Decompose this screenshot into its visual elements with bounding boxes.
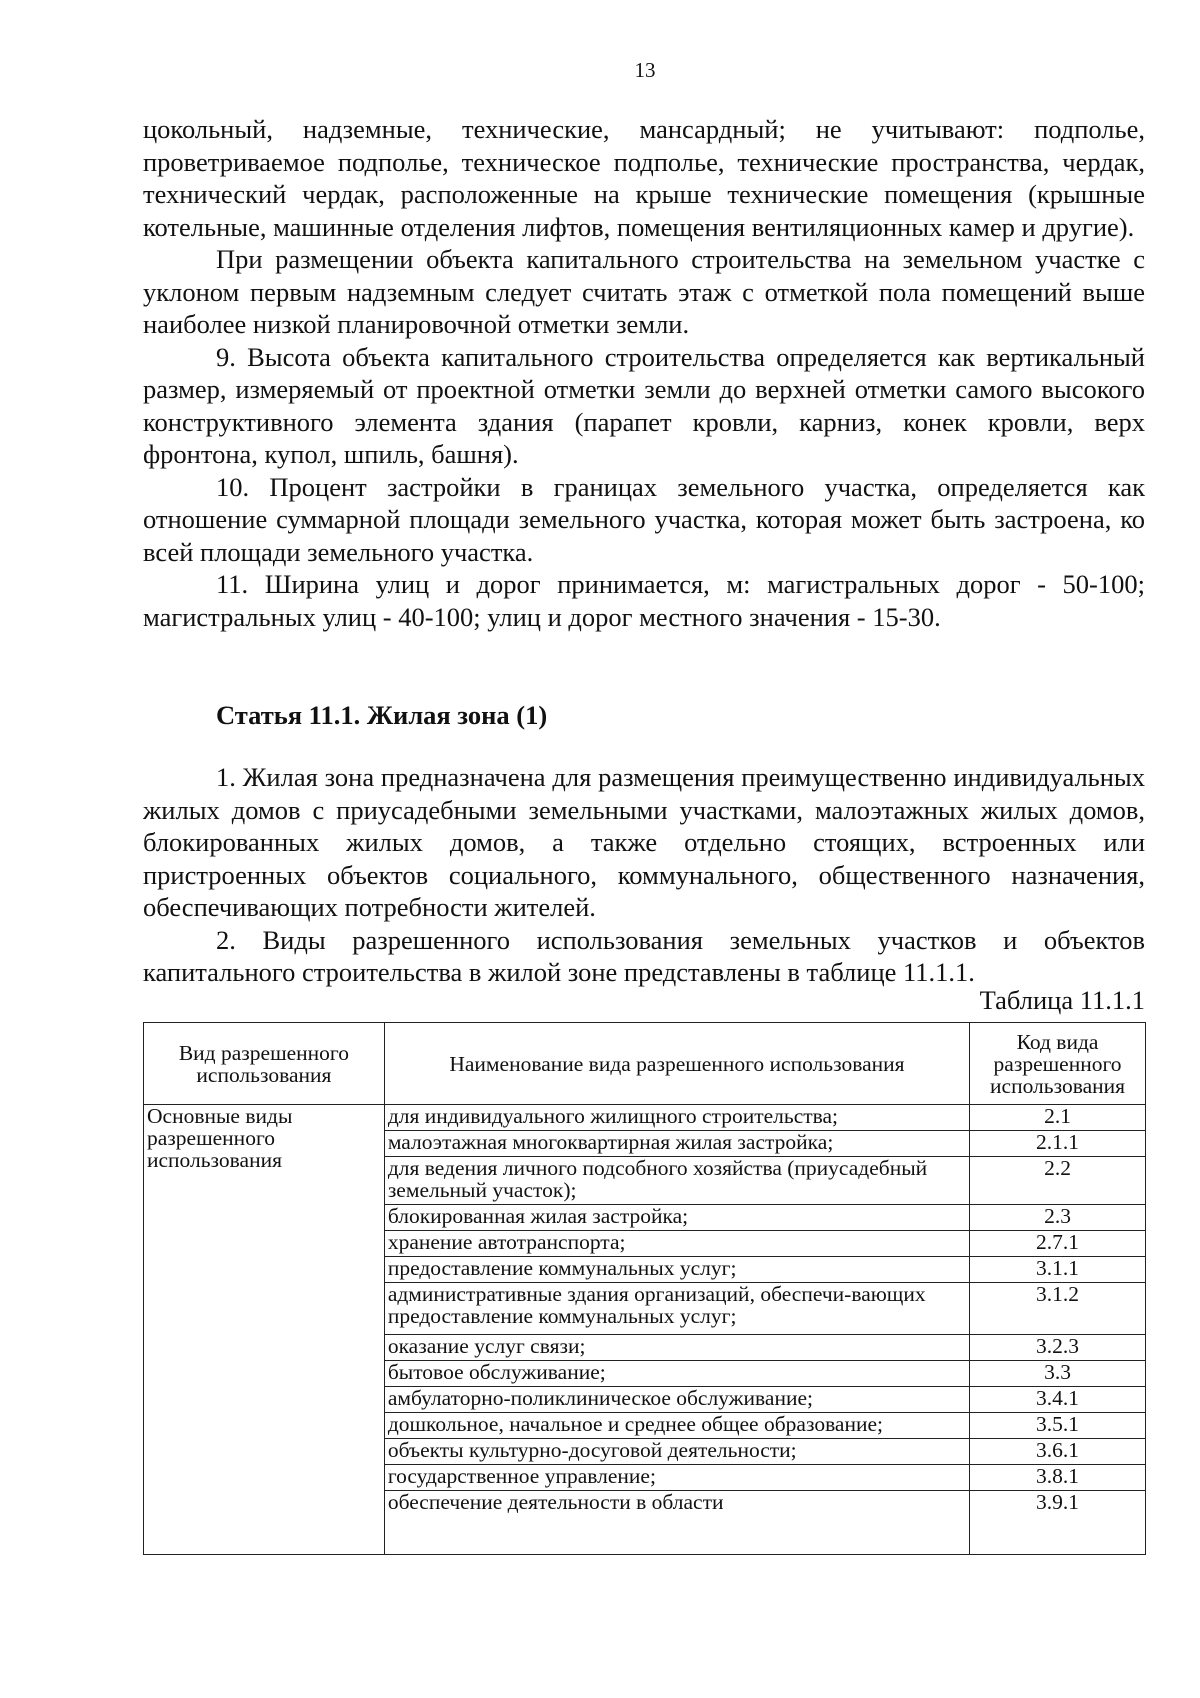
use-name-cell: для индивидуального жилищного строительства;: [384, 1105, 969, 1131]
paragraph: 10. Процент застройки в границах земельного участка, определяется как отношение суммарной площади земельного участка, которая может быть застроена, ко всей площади земельного участка.: [143, 471, 1145, 567]
use-name-cell: предоставление коммунальных услуг;: [384, 1257, 969, 1283]
use-code-cell: 3.1.2: [970, 1283, 1146, 1335]
use-code-cell: 3.9.1: [970, 1491, 1146, 1555]
use-code-cell: 2.1: [970, 1105, 1146, 1131]
use-name-cell: бытовое обслуживание;: [384, 1361, 969, 1387]
paragraph: При размещении объекта капитального строительства на земельном участке с уклоном первым надземным следует считать этаж с отметкой пола помещений выше наиболее низкой планировочной отметки земли.: [143, 244, 1145, 339]
use-code-cell: 3.8.1: [970, 1465, 1146, 1491]
use-name-cell: обеспечение деятельности в области: [384, 1491, 969, 1555]
use-name-cell: объекты культурно-досуговой деятельности;: [384, 1439, 969, 1465]
table-header-row: [144, 1023, 1146, 1105]
table-caption: Таблица 11.1.1: [979, 985, 1145, 1015]
use-name-cell: для ведения личного подсобного хозяйства (приусадебный земельный участок);: [384, 1157, 969, 1205]
use-code-cell: 2.3: [970, 1205, 1146, 1231]
paragraph: 2. Виды разрешенного использования земельных участков и объектов капитального строительства в жилой зоне представлены в таблице 11.1.1.: [143, 924, 1145, 987]
paragraph: 11. Ширина улиц и дорог принимается, м: магистральных дорог - 50-100; магистральных улиц - 40-100; улиц и дорог местного значения - 15-30.: [143, 569, 1145, 632]
use-name-cell: оказание услуг связи;: [384, 1335, 969, 1361]
zone-text-block: [143, 761, 1145, 989]
use-name-cell: малоэтажная многоквартирная жилая застройка;: [384, 1131, 969, 1157]
use-name-cell: государственное управление;: [384, 1465, 969, 1491]
zoning-table: [143, 1022, 1146, 1555]
page-number: 13: [634, 58, 656, 82]
use-name-cell: хранение автотранспорта;: [384, 1231, 969, 1257]
paragraph: 1. Жилая зона предназначена для размещения преимущественно индивидуальных жилых домов с приусадебными земельными участками, малоэтажных жилых домов, блокированных жилых домов, а также отдельно стоящих, встроенных или пристроенных объектов социального, коммунального, общественного назначения, обеспечивающих потребности жителей.: [143, 762, 1145, 922]
group-label-cell: Основные виды разрешенного использования: [144, 1105, 385, 1555]
use-name-cell: амбулаторно-поликлиническое обслуживание;: [384, 1387, 969, 1413]
use-code-cell: 3.6.1: [970, 1439, 1146, 1465]
use-name-cell: административные здания организаций, обеспечи-вающих предоставление коммунальных услуг;: [384, 1283, 969, 1335]
header-code: Код вида разрешенного использования: [970, 1023, 1146, 1105]
use-code-cell: 3.1.1: [970, 1257, 1146, 1283]
paragraph: 9. Высота объекта капитального строительства определяется как вертикальный размер, измеряемый от проектной отметки земли до верхней отметки самого высокого конструктивного элемента здания (парапет кровли, карниз, конек кровли, верх фронтона, купол, шпиль, башня).: [143, 341, 1145, 469]
use-code-cell: 3.4.1: [970, 1387, 1146, 1413]
article-heading: Статья 11.1. Жилая зона (1): [216, 700, 548, 730]
use-name-cell: дошкольное, начальное и среднее общее образование;: [384, 1413, 969, 1439]
use-code-cell: 3.5.1: [970, 1413, 1146, 1439]
use-code-cell: 2.1.1: [970, 1131, 1146, 1157]
use-code-cell: 3.2.3: [970, 1335, 1146, 1361]
header-name: Наименование вида разрешенного использования: [384, 1023, 969, 1105]
use-name-cell: блокированная жилая застройка;: [384, 1205, 969, 1231]
paragraph: цокольный, надземные, технические, мансардный; не учитывают: подполье, проветриваемое подполье, техническое подполье, технические пространства, чердак, технический чердак, расположенные на крыше технические помещения (крышные котельные, машинные отделения лифтов, помещения вентиляционных камер и другие).: [143, 114, 1145, 242]
use-code-cell: 3.3: [970, 1361, 1146, 1387]
header-kind: Вид разрешенного использования: [144, 1023, 385, 1105]
intro-text-block: [143, 113, 1145, 633]
use-code-cell: 2.7.1: [970, 1231, 1146, 1257]
use-code-cell: 2.2: [970, 1157, 1146, 1205]
table-row: [144, 1105, 1146, 1131]
